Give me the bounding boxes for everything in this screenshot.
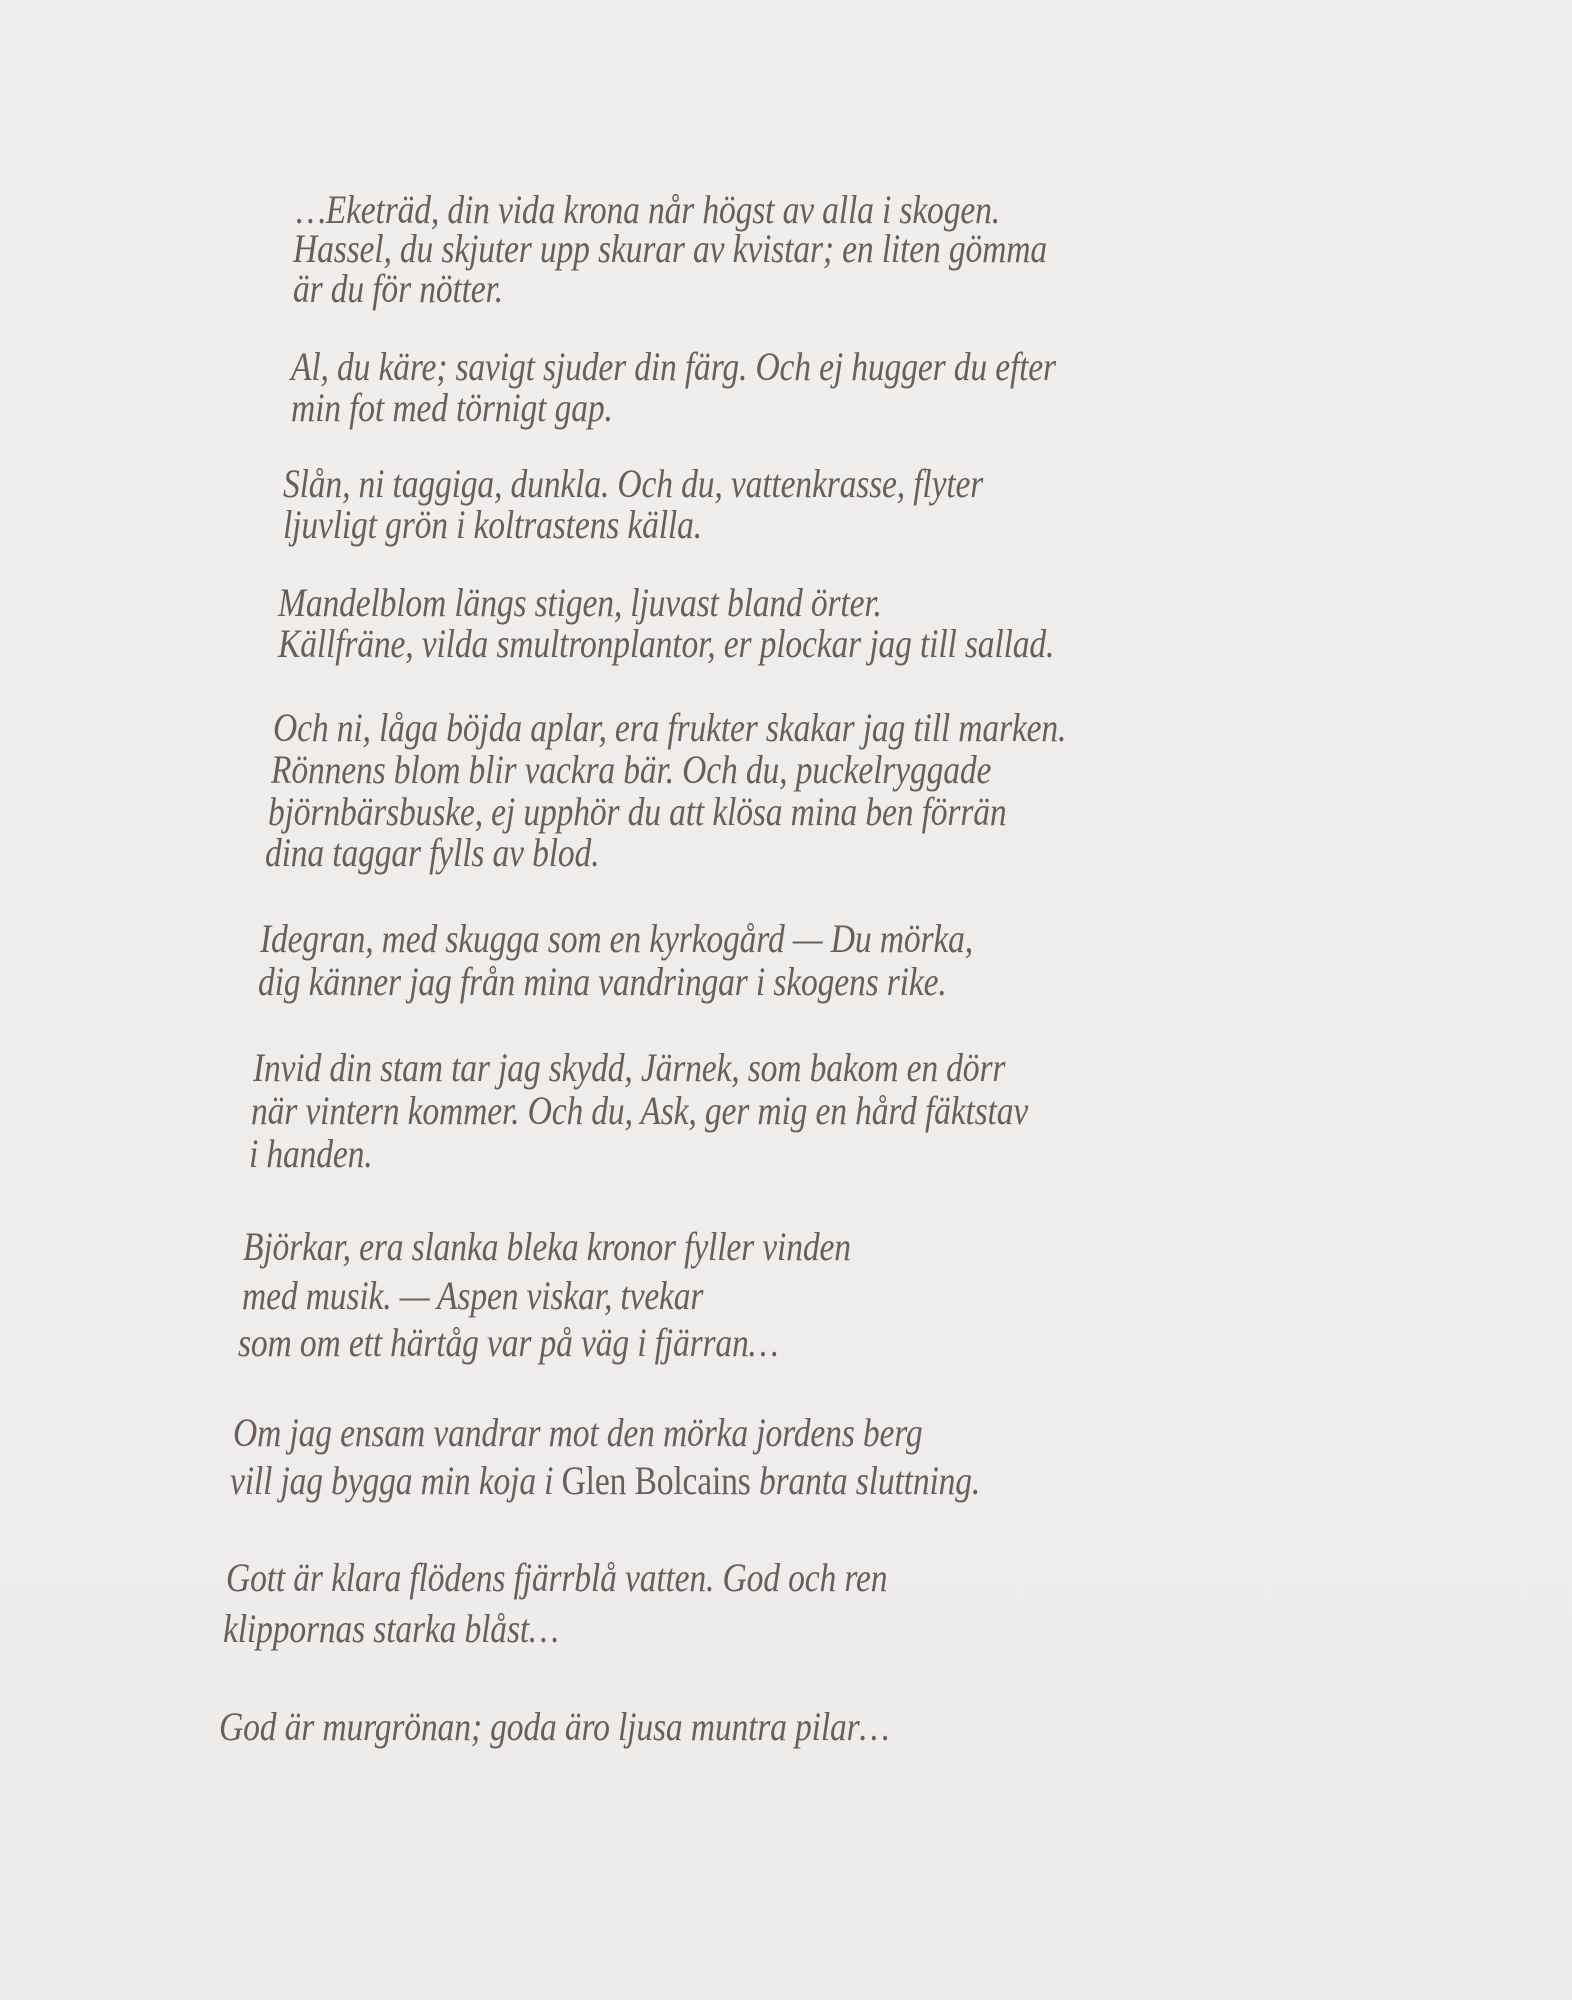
poem-line-part: branta sluttning. (750, 1458, 981, 1503)
poem-line: dig känner jag från mina vandringar i skogens rike. (258, 959, 947, 1004)
poem-line: Idegran, med skugga som en kyrkogård — Du mörka, (260, 916, 973, 961)
poem-line: Källfräne, vilda smultronplantor, er plockar jag till sallad. (278, 621, 1055, 666)
poem-line: …Eketräd, din vida krona når högst av alla i skogen. (296, 187, 1000, 232)
poem-line: som om ett härtåg var på väg i fjärran… (238, 1320, 779, 1365)
poem-line: klippornas starka blåst… (223, 1606, 559, 1651)
poem-line: min fot med törnigt gap. (291, 385, 613, 430)
poem-line-part: vill jag bygga min koja i (230, 1458, 562, 1503)
poem-line: Gott är klara flödens fjärrblå vatten. God och ren (226, 1555, 888, 1600)
poem-line: i handen. (249, 1131, 373, 1176)
poem-line: dina taggar fylls av blod. (265, 830, 600, 875)
poem-line: Slån, ni taggiga, dunkla. Och du, vattenkrasse, flyter (283, 461, 984, 506)
poem-line: Invid din stam tar jag skydd, Järnek, som bakom en dörr (253, 1045, 1006, 1090)
poem-line: God är murgrönan; goda äro ljusa muntra pilar… (219, 1704, 890, 1749)
poem-line: björnbärsbuske, ej upphör du att klösa mina ben förrän (268, 789, 1007, 834)
poem-line: Och ni, låga böjda aplar, era frukter skakar jag till marken. (273, 705, 1067, 750)
poem-line: Al, du käre; savigt sjuder din färg. Och ej hugger du efter (291, 344, 1056, 389)
poem-line: Mandelblom längs stigen, ljuvast bland örter. (278, 580, 882, 625)
poem-line: Björkar, era slanka bleka kronor fyller vinden (243, 1224, 851, 1269)
poem-line: med musik. — Aspen viskar, tvekar (242, 1273, 704, 1318)
poem-line: ljuvligt grön i koltrastens källa. (283, 502, 702, 547)
poem-line (230, 1458, 981, 1503)
place-name: Glen Bolcains (561, 1458, 751, 1503)
poem-line: när vintern kommer. Och du, Ask, ger mig en hård fäktstav (251, 1088, 1029, 1133)
poem-line: Hassel, du skjuter upp skurar av kvistar; en liten gömma (293, 226, 1047, 271)
poem-line: är du för nötter. (293, 266, 503, 311)
poem-line: Rönnens blom blir vackra bär. Och du, puckelryggade (271, 747, 992, 792)
poem-line: Om jag ensam vandrar mot den mörka jordens berg (233, 1410, 923, 1455)
